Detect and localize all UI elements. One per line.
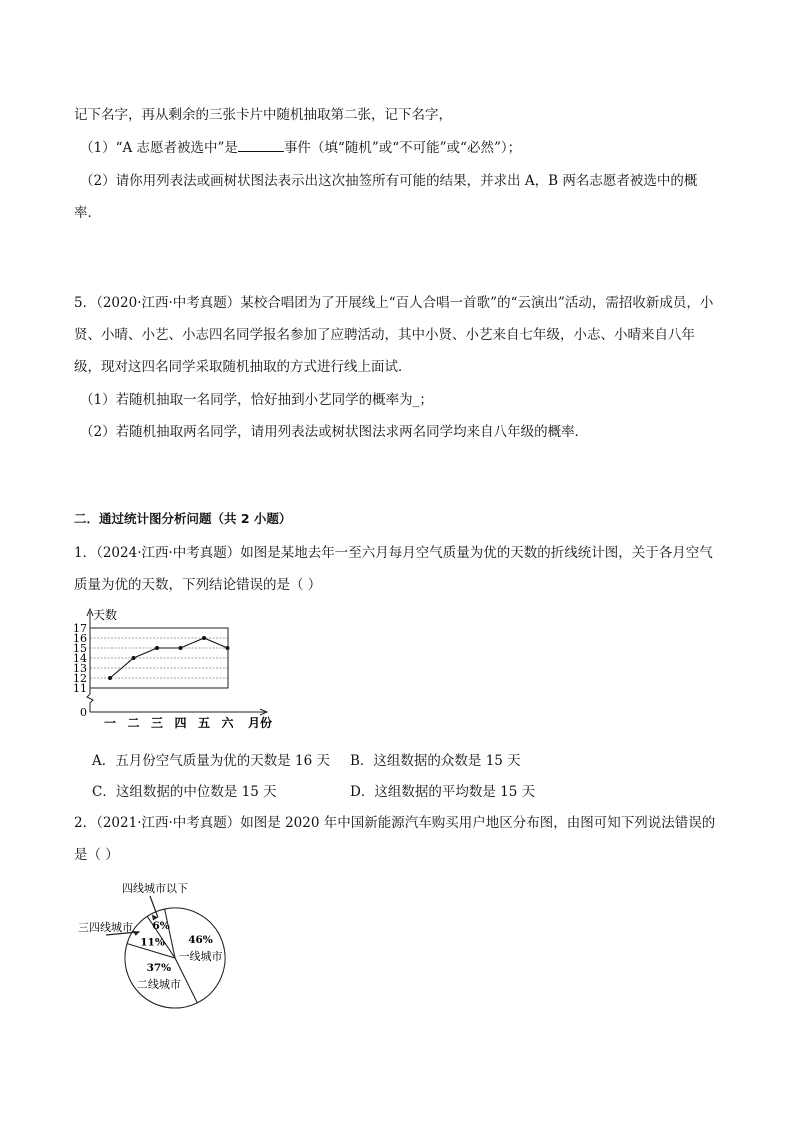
y-tick-labels — [73, 622, 87, 719]
pie-name-label: 四线城市以下 — [122, 882, 188, 895]
data-point — [226, 646, 230, 650]
axis-break — [87, 694, 93, 703]
q4-sub2-line2: 率． — [74, 205, 101, 221]
option-d[interactable]: D．这组数据的平均数是 15 天 — [350, 784, 536, 800]
y-tick-label: 13 — [73, 662, 87, 675]
x-tick-label: 一 — [103, 716, 117, 730]
pie-value-label: 6% — [152, 919, 170, 932]
y-tick-label: 12 — [73, 672, 87, 685]
option-a[interactable]: A．五月份空气质量为优的天数是 16 天 — [92, 753, 331, 769]
section-heading: 二．通过统计图分析问题（共 2 小题） — [74, 511, 292, 526]
x-tick-label: 三 — [150, 716, 164, 730]
p1-line1: 1．（2024·江西·中考真题）如图是某地去年一至六月每月空气质量为优的天数的折线统计图，关于各月空气 — [74, 545, 713, 561]
line-chart — [70, 602, 290, 737]
q5-line3: 级，现对这四名同学采取随机抽取的方式进行线上面试． — [74, 359, 412, 375]
pie-value-label: 46% — [188, 934, 213, 947]
y-tick-label: 15 — [73, 642, 87, 655]
data-point — [179, 646, 183, 650]
x-tick-labels — [104, 715, 235, 730]
y-tick-label: 0 — [80, 706, 87, 719]
data-point — [155, 646, 159, 650]
q4-sub1-prefix: （1）“A 志愿者被选中”是 — [80, 140, 238, 156]
x-tick-label: 六 — [221, 716, 234, 730]
data-point — [202, 636, 206, 640]
pie-value-label: 37% — [146, 962, 172, 975]
data-point — [108, 676, 112, 680]
q5-sub2: （2）若随机抽取两名同学，请用列表法或树状图法求两名同学均来自八年级的概率． — [80, 424, 589, 440]
q4-sub1-suffix: 事件（填“随机”或“不可能”或“必然”）； — [283, 140, 522, 156]
x-tick-label: 四 — [174, 716, 187, 730]
y-axis-label: 天数 — [93, 608, 118, 622]
x-axis-label: 月份 — [248, 716, 273, 730]
p1-line2: 质量为优的天数，下列结论错误的是（ ） — [74, 577, 322, 593]
q5-line2: 贤、小晴、小艺、小志四名同学报名参加了应聘活动，其中小贤、小艺来自七年级，小志、小晴来自八年 — [74, 327, 695, 343]
q4-sub2-line1: （2）请你用列表法或画树状图法表示出这次抽签所有可能的结果，并求出 A，B 两名志愿者被选中的概 — [80, 173, 698, 189]
chart-axes — [87, 609, 267, 715]
pie-name-label: 二线城市 — [136, 978, 181, 992]
pie-name-label: 一线城市 — [178, 950, 223, 964]
answer-blank — [238, 139, 284, 152]
pie-name-label: 三四线城市 — [78, 921, 133, 934]
y-tick-label: 16 — [73, 632, 87, 645]
p2-line2: 是（ ） — [74, 847, 119, 863]
p2-line1: 2．（2021·江西·中考真题）如图是 2020 年中国新能源汽车购买用户地区分布图，由图可知下列说法错误的 — [74, 815, 716, 831]
q5-sub1: （1）若随机抽取一名同学，恰好抽到小艺同学的概率为_； — [80, 392, 433, 408]
option-c[interactable]: C．这组数据的中位数是 15 天 — [92, 784, 277, 800]
x-tick-label: 五 — [197, 716, 211, 730]
q5-line1: 5．（2020·江西·中考真题）某校合唱团为了开展线上“百人合唱一首歌”的“云演出”活动，需招收新成员，小 — [74, 295, 714, 311]
y-tick-label: 14 — [73, 652, 87, 665]
q4-line1: 记下名字，再从剩余的三张卡片中随机抽取第二张，记下名字， — [74, 107, 452, 123]
q4-sub1 — [80, 136, 521, 156]
pie-chart — [70, 875, 280, 1020]
data-point — [132, 656, 136, 660]
y-tick-label: 11 — [73, 682, 87, 695]
option-b[interactable]: B．这组数据的众数是 15 天 — [350, 753, 521, 769]
pie-value-label: 11% — [140, 936, 165, 949]
y-tick-label: 17 — [73, 622, 87, 635]
x-tick-label: 二 — [127, 716, 140, 730]
chart-grid — [90, 638, 228, 678]
